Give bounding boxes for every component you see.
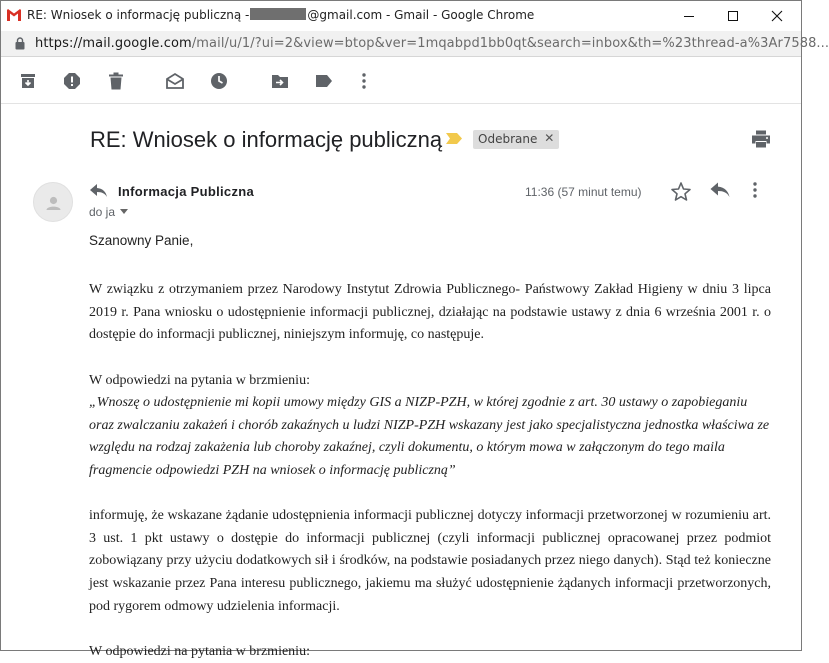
replied-indicator-icon <box>90 184 108 198</box>
importance-marker-icon[interactable] <box>446 133 462 144</box>
move-to-icon <box>271 73 289 89</box>
body-paragraph-4-intro: W odpowiedzi na pytania w brzmieniu: <box>89 643 310 659</box>
minimize-button[interactable] <box>667 1 711 31</box>
url-text[interactable] <box>35 36 829 51</box>
archive-button[interactable] <box>18 71 38 91</box>
body-paragraph-1: W związku z otrzymaniem przez Narodowy Instytut Zdrowia Publicznego- Państwowy Zakład Higieny w dniu 3 lipca 2019 r. Pana wniosku o udostępnienie informacji publicznej, działając na podstawie ustawy z dnia 6 września 2001 r. o dostępie do informacji publicznej, niniejszym informuję, co następuje. <box>89 282 771 343</box>
archive-icon <box>19 72 37 90</box>
message-subject: RE: Wniosek o informację publiczną <box>90 127 443 152</box>
report-spam-icon <box>63 72 81 90</box>
chevron-down-icon <box>120 209 128 214</box>
mark-unread-icon <box>166 72 184 90</box>
sender-name[interactable]: Informacja Publiczna <box>118 184 255 199</box>
reply-icon[interactable] <box>710 182 730 198</box>
default-avatar-icon <box>34 183 74 223</box>
close-icon <box>772 11 782 21</box>
label-chip-text: Odebrane <box>478 132 538 146</box>
body-paragraph-3: informuję, że wskazane żądanie udostępnienia informacji publicznej dotyczy informacji przetworzonej w rozumieniu art. 3 ust. 1 pkt ustawy o dostępie do informacji publicznej (czyli informacji publicznej opracowanej przez podmiot zobowiązany przy użyciu dodatkowych sił i środków, na podstawie posiadanych przez niego danych). Stąd też konieczne jest wskazanie przez Pana interesu publicznego, jakiemu ma służyć udostępnienie żądanych informacji przetworzonych, pod rygorem odmowy udzielenia informacji. <box>89 508 771 614</box>
maximize-button[interactable] <box>711 1 755 31</box>
delete-icon <box>108 72 124 90</box>
message-time: 11:36 (57 minut temu) <box>525 185 642 199</box>
gmail-logo-icon <box>7 9 21 21</box>
url-path: /mail/u/1/?ui=2&view=btop&ver=1mqabpd1bb0qt&search=inbox&th=%23thread-a%3Ar7588... <box>191 36 829 51</box>
report-spam-button[interactable] <box>62 71 82 91</box>
message-body <box>89 230 771 663</box>
quoted-request: „Wnoszę o udostępnienie mi kopii umowy między GIS a NIZP-PZH, w której zgodnie z art. 30 ustawy o zapobieganiu oraz zwalczaniu zakażeń i chorób zakaźnych u ludzi NIZP-PZH wskazany jest jako specjalistyczna jednostka właściwa ze względu na rodzaj zakażenia lub choroby zakaźnej, czyli dokumentu, o którym mowa w załączonym do tego maila fragmencie odpowiedzi PZH na wniosek o informację publiczną” <box>89 395 770 478</box>
more-vert-icon <box>362 73 366 89</box>
window-title-prefix: RE: Wniosek o informację publiczną - <box>27 8 250 22</box>
star-icon[interactable] <box>671 182 691 201</box>
address-bar[interactable] <box>1 31 829 57</box>
minimize-icon <box>684 11 694 21</box>
more-actions-button[interactable] <box>354 71 374 91</box>
snooze-button[interactable] <box>209 71 229 91</box>
redacted-email-block <box>250 8 306 20</box>
window-title <box>27 8 534 22</box>
close-window-button[interactable] <box>755 1 799 31</box>
snooze-icon <box>210 72 228 90</box>
label-button[interactable] <box>314 71 334 91</box>
remove-label-icon[interactable]: ✕ <box>544 131 555 145</box>
title-bar <box>1 1 801 31</box>
body-paragraph-2-intro: W odpowiedzi na pytania w brzmieniu: <box>89 372 310 388</box>
maximize-icon <box>728 11 738 21</box>
message-toolbar <box>1 58 801 104</box>
url-host: https://mail.google.com <box>35 36 192 51</box>
mark-unread-button[interactable] <box>165 71 185 91</box>
print-all-icon[interactable] <box>751 130 771 148</box>
recipient-text: do ja <box>89 205 116 219</box>
more-options-icon[interactable] <box>753 182 757 198</box>
greeting: Szanowny Panie, <box>89 233 194 248</box>
avatar[interactable] <box>33 182 73 222</box>
label-icon <box>315 74 333 88</box>
move-to-button[interactable] <box>270 71 290 91</box>
lock-icon <box>15 37 25 50</box>
recipient-details-toggle[interactable] <box>89 205 128 219</box>
delete-button[interactable] <box>106 71 126 91</box>
label-chip-inbox[interactable] <box>473 130 559 149</box>
window-title-suffix: @gmail.com - Gmail - Google Chrome <box>307 8 535 22</box>
